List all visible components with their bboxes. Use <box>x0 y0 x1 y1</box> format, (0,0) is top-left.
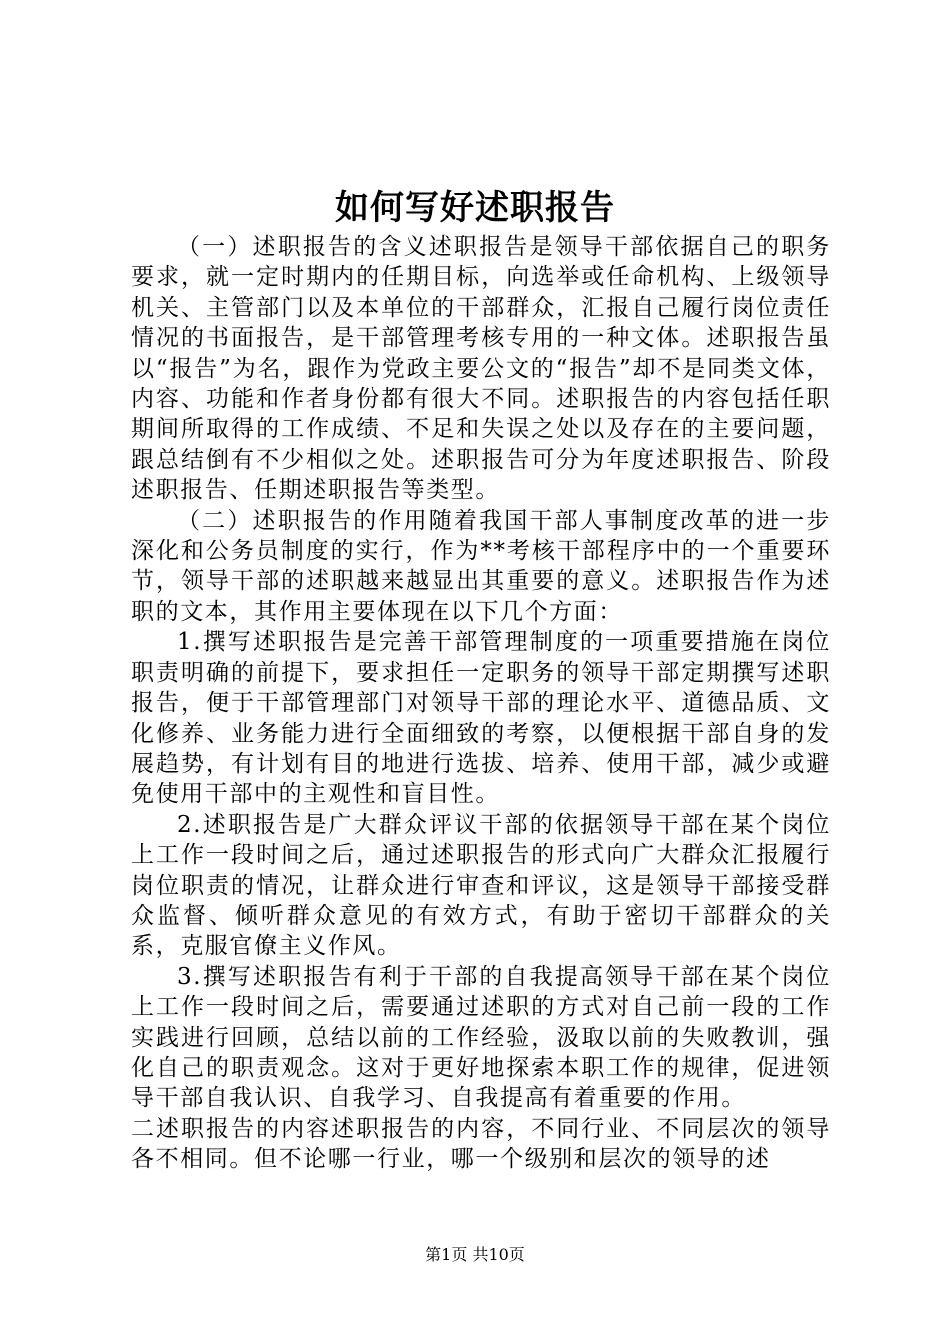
paragraph-content: 二述职报告的内容述职报告的内容，不同行业、不同层次的领导各不相同。但不论哪一行业，哪一个级别和层次的领导的述 <box>131 1115 831 1173</box>
paragraph-point-3: 3.撰写述职报告有利于干部的自我提高领导干部在某个岗位上工作一段时间之后，需要通过述职的方式对自己前一段的工作实践进行回顾，总结以前的工作经验，汲取以前的失败教训，强化自己的职责观念。这对于更好地探索本职工作的规律，促进领导干部自我认识、自我学习、自我提高有着重要的作用。 <box>131 963 831 1112</box>
document-title: 如何写好述职报告 <box>335 188 615 228</box>
paragraph-point-1: 1.撰写述职报告是完善干部管理制度的一项重要措施在岗位职责明确的前提下，要求担任一定职务的领导干部定期撰写述职报告，便于干部管理部门对领导干部的理论水平、道德品质、文化修养、业务能力进行全面细致的考察，以便根据干部自身的发展趋势，有计划有目的地进行选拔、培养、使用干部，减少或避免使用干部中的主观性和盲目性。 <box>131 629 831 808</box>
document-body <box>131 232 831 1175</box>
paragraph-definition: （一）述职报告的含义述职报告是领导干部依据自己的职务要求，就一定时期内的任期目标，向选举或任命机构、上级领导机关、主管部门以及本单位的干部群众，汇报自己履行岗位责任情况的书面报告，是干部管理考核专用的一种文体。述职报告虽以“报告”为名，跟作为党政主要公文的“报告”却不是同类文体，内容、功能和作者身份都有很大不同。述职报告的内容包括任职期间所取得的工作成绩、不足和失误之处以及存在的主要问题，跟总结倒有不少相似之处。述职报告可分为年度述职报告、阶段述职报告、任期述职报告等类型。 <box>131 234 831 504</box>
page-number: 第1页 共10页 <box>425 1245 525 1264</box>
paragraph-function: （二）述职报告的作用随着我国干部人事制度改革的进一步深化和公务员制度的实行，作为**考核干部程序中的一个重要环节，领导干部的述职越来越显出其重要的意义。述职报告作为述职的文本，其作用主要体现在以下几个方面： <box>131 507 831 625</box>
paragraph-point-2: 2.述职报告是广大群众评议干部的依据领导干部在某个岗位上工作一段时间之后，通过述职报告的形式向广大群众汇报履行岗位职责的情况，让群众进行审查和评议，这是领导干部接受群众监督、倾听群众意见的有效方式，有助于密切干部群众的关系，克服官僚主义作风。 <box>131 811 831 960</box>
